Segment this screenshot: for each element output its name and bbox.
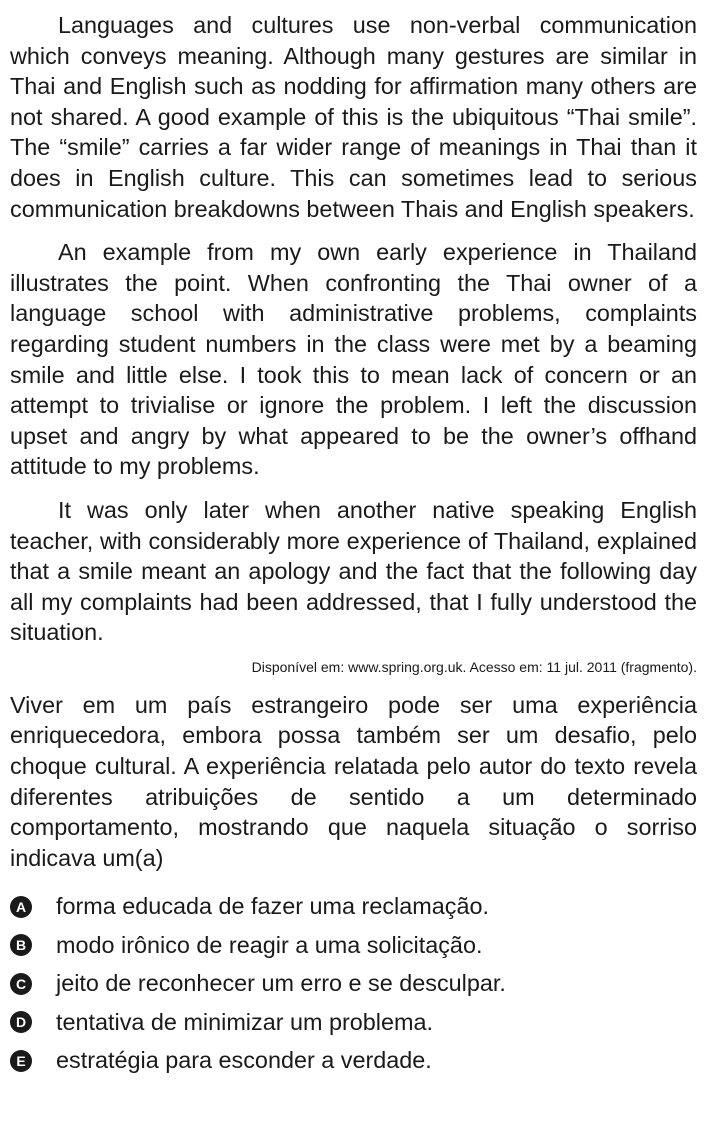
- option-b-text: modo irônico de reagir a uma solicitação.: [56, 931, 483, 958]
- option-d[interactable]: [10, 1003, 697, 1042]
- option-b[interactable]: [10, 926, 697, 965]
- passage-paragraph-3: It was only later when another native speaking English teacher, with considerably more experience of Thailand, explained that a smile meant an apology and the fact that the following day all my complaints had been addressed, that I fully understood the situation.: [10, 496, 697, 646]
- passage-paragraph-2: An example from my own early experience in Thailand illustrates the point. When confronting the Thai owner of a language school with administrative problems, complaints regarding student numbers in the class were met by a beaming smile and little else. I took this to mean lack of concern or an attempt to trivialise or ignore the problem. I left the discussion upset and angry by what appeared to be the owner’s offhand attitude to my problems.: [10, 239, 697, 480]
- option-b-letter-badge: B: [10, 934, 32, 956]
- source-citation: Disponível em: www.spring.org.uk. Acesso em: 11 jul. 2011 (fragmento).: [251, 658, 697, 675]
- answer-options: [10, 887, 697, 1080]
- option-d-letter-badge: D: [10, 1011, 32, 1033]
- option-e-text: estratégia para esconder a verdade.: [56, 1047, 432, 1074]
- option-a[interactable]: [10, 887, 697, 926]
- option-e[interactable]: [10, 1041, 697, 1080]
- option-a-text: forma educada de fazer uma reclamação.: [56, 893, 489, 920]
- option-c-letter-badge: C: [10, 973, 32, 995]
- passage-paragraph-1: Languages and cultures use non-verbal communication which conveys meaning. Although many gestures are similar in Thai and English such as nodding for affirmation many others are not shared. A good example of this is the ubiquitous “Thai smile”. The “smile” carries a far wider range of meanings in Thai than it does in English culture. This can sometimes lead to serious communication breakdowns between Thais and English speakers.: [10, 12, 697, 222]
- option-c[interactable]: [10, 964, 697, 1003]
- reading-passage: [10, 10, 697, 648]
- option-e-letter-badge: E: [10, 1050, 32, 1072]
- option-c-text: jeito de reconhecer um erro e se desculpar.: [56, 970, 506, 997]
- option-a-letter-badge: A: [10, 896, 32, 918]
- option-d-text: tentativa de minimizar um problema.: [56, 1008, 434, 1035]
- question-stem: Viver em um país estrangeiro pode ser uma experiência enriquecedora, embora possa também ser um desafio, pelo choque cultural. A experiência relatada pelo autor do texto revela diferentes atribuições de sentido a um determinado comportamento, mostrando que naquela situação o sorriso indicava um(a): [10, 691, 697, 871]
